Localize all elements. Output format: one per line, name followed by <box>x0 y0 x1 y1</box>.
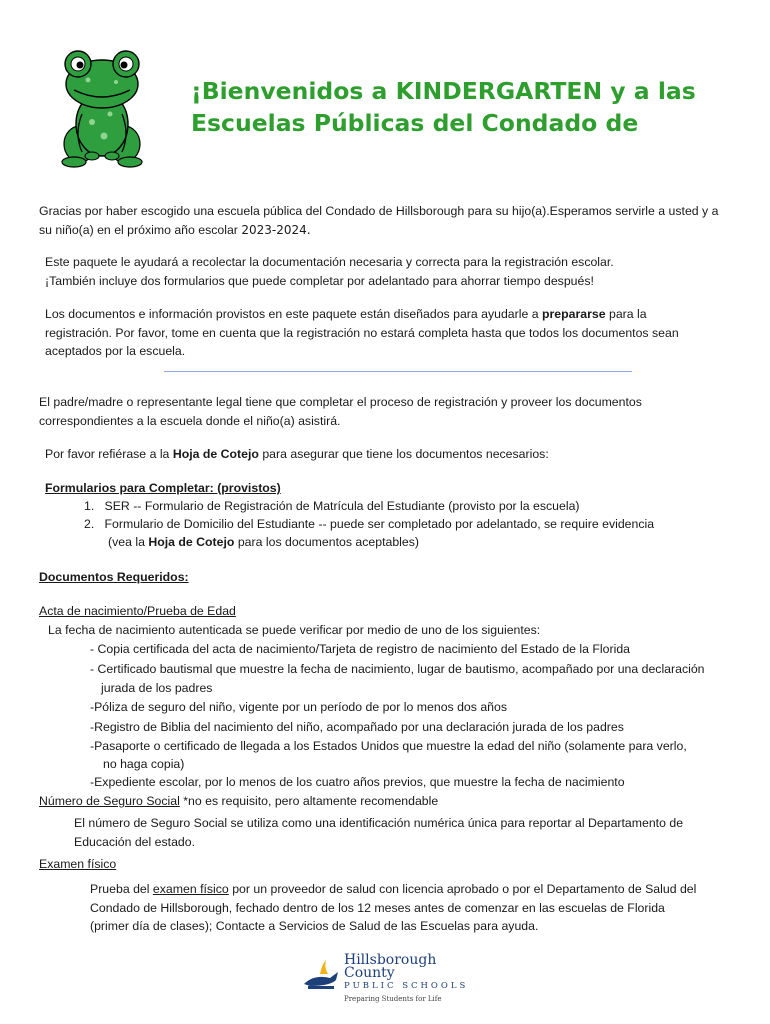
parent-line-2: correspondientes a la escuela donde el niño(a) asistirá. <box>39 413 341 428</box>
exam-line-3: (primer día de clases); Contacte a Servicios de Salud de las Escuelas para ayuda. <box>90 919 539 933</box>
logo-line-2: PUBLIC SCHOOLS <box>344 981 469 991</box>
exam-paragraph <box>90 880 750 936</box>
exam-line-1-underlined: examen físico <box>152 882 229 896</box>
exam-line-2: Condado de Hillsborough, fechado dentro de los 12 meses antes de comenzar en las escuelas de Florida <box>90 900 665 915</box>
hoja-de-cotejo-bold: Hoja de Cotejo <box>172 447 259 461</box>
required-heading-text: Documentos Requeridos: <box>39 570 189 584</box>
forms-item-2-number: 2. <box>84 517 95 531</box>
birth-item-2: - Certificado bautismal que muestre la fecha de nacimiento, lugar de bautismo, acompañado por una declaración <box>90 662 705 676</box>
birth-heading: Acta de nacimiento/Prueba de Edad <box>39 604 236 618</box>
packet-line-2: ¡También incluye dos formularios que puede completar por adelantado para ahorrar tiempo después! <box>45 273 594 288</box>
divider <box>164 371 632 372</box>
documents-notice <box>45 305 745 361</box>
frog-illustration <box>52 44 152 172</box>
forms-heading <box>45 479 745 498</box>
forms-item-1-text: SER -- Formulario de Registración de Matrícula del Estudiante (provisto por la escuela) <box>104 499 580 513</box>
intro-line-1: Gracias por haber escogido una escuela pública del Condado de Hillsborough para su hijo(a).Esperamos servirle a usted y a <box>39 204 719 218</box>
ssn-heading-line <box>39 792 739 811</box>
notice-line-2: registración. Por favor, tome en cuenta que la registración no estará completa hasta que todos los documentos sean <box>45 325 679 340</box>
district-logo <box>300 952 470 1003</box>
title-line-2: Escuelas Públicas del Condado de <box>191 109 639 137</box>
birth-item-5-cont: no haga copia) <box>103 757 185 771</box>
exam-line-1-prefix: Prueba del <box>90 882 153 896</box>
birth-intro: La fecha de nacimiento autenticada se puede verificar por medio de uno de los siguientes: <box>48 623 541 637</box>
packet-line-1: Este paquete le ayudará a recolectar la documentación necesaria y correcta para la registración escolar. <box>45 255 614 269</box>
ssn-line-1: El número de Seguro Social se utiliza como una identificación numérica única para reportar al Departamento de <box>74 816 684 830</box>
forms-item-1-number: 1. <box>84 499 95 513</box>
page-title <box>191 75 711 139</box>
birth-item-4: -Registro de Biblia del nacimiento del niño, acompañado por una declaración jurada de los padres <box>90 720 624 734</box>
forms-item-1 <box>84 497 744 516</box>
lamp-icon <box>300 958 342 992</box>
forms-item-2-text: Formulario de Domicilio del Estudiante -- puede ser completado por adelantado, se require evidencia <box>104 517 655 531</box>
birth-item-1: - Copia certificada del acta de nacimiento/Tarjeta de registro de nacimiento del Estado de la Florida <box>90 642 630 656</box>
ssn-paragraph <box>74 814 734 851</box>
birth-item-6: -Expediente escolar, por lo menos de los cuatro años previos, que muestre la fecha de nacimiento <box>90 775 625 789</box>
forms-item-2-cont-suffix: para los documentos aceptables) <box>234 535 419 549</box>
required-heading <box>39 568 189 587</box>
checklist-line <box>45 445 745 464</box>
ssn-heading: Número de Seguro Social <box>39 794 180 808</box>
forms-item-2-continuation <box>108 533 748 552</box>
intro-paragraph <box>39 202 739 239</box>
birth-item-2-cont: jurada de los padres <box>101 681 213 695</box>
ssn-line-2: Educación del estado. <box>74 834 196 849</box>
notice-line-1 <box>45 305 745 324</box>
birth-item-5: -Pasaporte o certificado de llegada a los Estados Unidos que muestre la edad del niño (solamente para verlo, <box>90 739 687 753</box>
birth-item-3: -Póliza de seguro del niño, vigente por un período de por lo menos dos años <box>90 700 508 714</box>
notice-line-1-suffix: para la <box>605 307 647 321</box>
packet-paragraph <box>45 253 745 290</box>
checklist-prefix: Por favor refiérase a la <box>45 447 173 461</box>
prepararse-bold: prepararse <box>541 307 606 321</box>
ssn-note: *no es requisito, pero altamente recomendable <box>179 794 439 808</box>
exam-line-1-suffix: por un proveedor de salud con licencia aprobado o por el Departamento de Salud del <box>228 882 697 896</box>
forms-heading-text: Formularios para Completar: (provistos) <box>45 481 281 495</box>
forms-item-2-cont-prefix: (vea la <box>108 535 149 549</box>
intro-line-2 <box>39 221 739 240</box>
forms-item-2 <box>84 515 744 534</box>
forms-item-2-cont-bold: Hoja de Cotejo <box>148 535 235 549</box>
exam-line-1 <box>90 880 750 899</box>
logo-line-1: Hillsborough County <box>344 952 437 981</box>
logo-line-3: Preparing Students for Life <box>344 995 442 1003</box>
title-line-1: ¡Bienvenidos a KINDERGARTEN y a las <box>191 77 696 105</box>
parent-line-1: El padre/madre o representante legal tiene que completar el proceso de registración y proveer los documentos <box>39 395 642 409</box>
checklist-suffix: para asegurar que tiene los documentos necesarios: <box>258 447 549 461</box>
exam-heading: Examen físico <box>39 857 117 871</box>
notice-line-3: aceptados por la escuela. <box>45 344 186 358</box>
parent-paragraph <box>39 393 739 430</box>
intro-line-2-text: su niño(a) en el próximo año escolar <box>39 222 242 237</box>
school-year: 2023-2024. <box>241 222 311 237</box>
notice-line-1-prefix: Los documentos e información provistos en este paquete están diseñados para ayudarle a <box>45 307 542 321</box>
